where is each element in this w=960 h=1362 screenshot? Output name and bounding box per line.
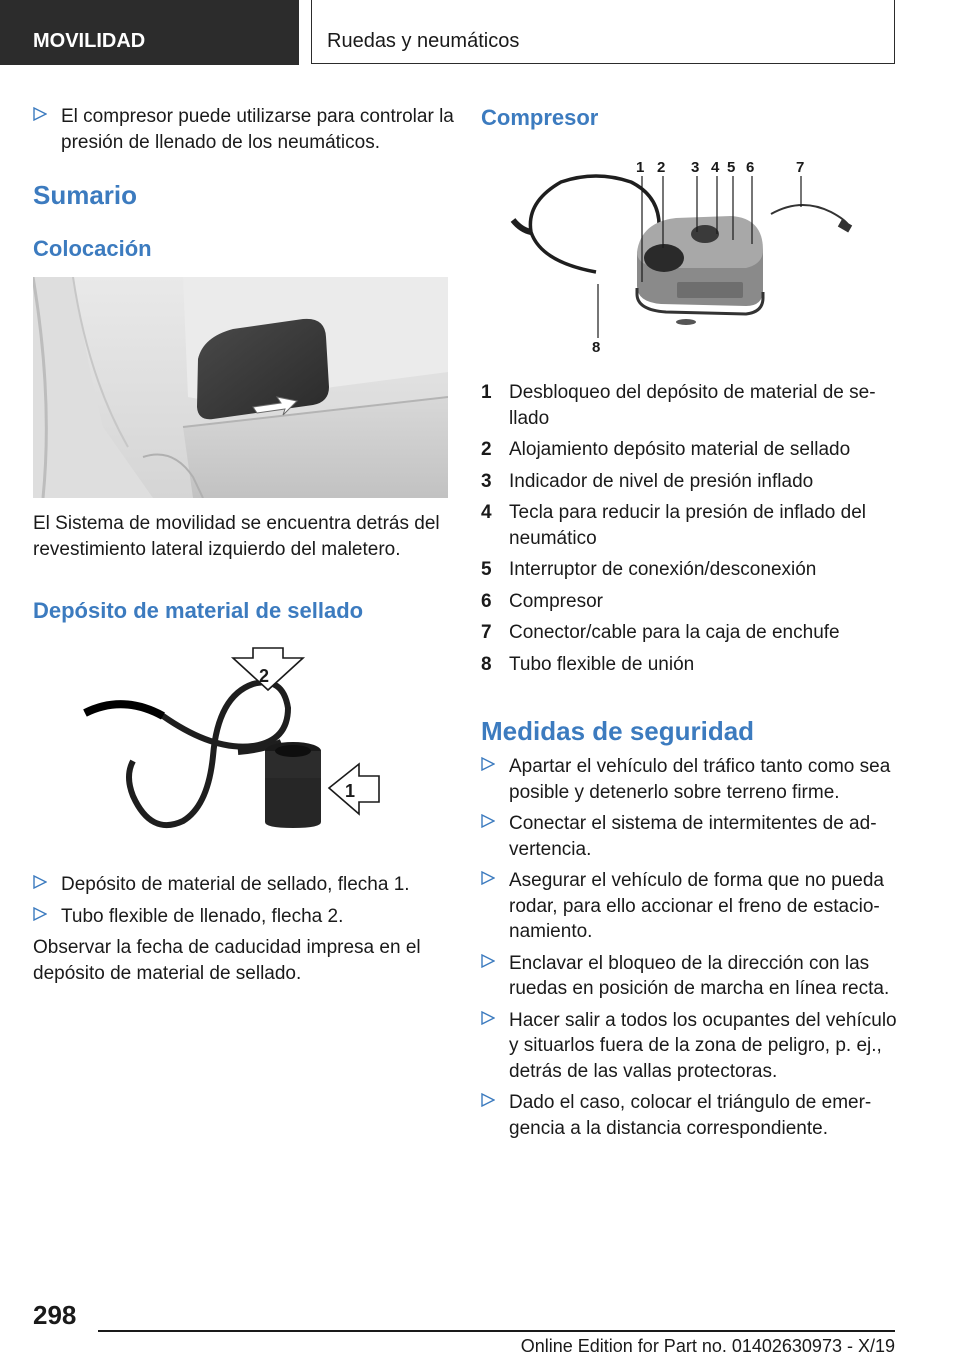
compressor-fig-label-2: 2	[657, 159, 666, 176]
legend-number: 1	[481, 382, 492, 403]
legend-text: Indicador de nivel de presión inflado	[509, 470, 814, 492]
intro-bullet-text: El compresor puede utilizarse para controlar la presión de llenado de los neumáticos.	[61, 106, 454, 153]
colocacion-text: El Sistema de movilidad se encuentra detrás del revestimiento lateral izquierdo del maletero.	[33, 513, 440, 560]
compressor-legend-list	[481, 380, 899, 683]
legend-text: Desbloqueo del depósito de material de sellado	[509, 382, 876, 429]
seguridad-bullet	[481, 1090, 899, 1141]
legend-item	[481, 500, 899, 551]
compressor-fig-label-7: 7	[796, 159, 805, 176]
triangle-bullet-icon	[33, 107, 47, 121]
page-number: 298	[33, 1300, 77, 1330]
legend-number: 5	[481, 559, 492, 580]
seguridad-bullet	[481, 951, 899, 1002]
legend-text: Conector/cable para la caja de enchufe	[509, 622, 840, 643]
legend-text: Tubo flexible de unión	[509, 653, 695, 675]
triangle-bullet-icon	[33, 875, 47, 889]
legend-number: 6	[481, 590, 492, 612]
legend-text: Tecla para reducir la presión de inflado del neumático	[509, 502, 866, 549]
seguridad-bullet-text: Asegurar el vehículo de forma que no pueda rodar, para ello accionar el freno de estacionamiento.	[509, 870, 884, 942]
seguridad-bullet-text: Conectar el sistema de intermitentes de advertencia.	[509, 813, 877, 860]
seguridad-bullet-text: Enclavar el bloqueo de la dirección con las ruedas en posición de marcha en línea recta.	[509, 952, 890, 999]
header-section-tab: MOVILIDAD	[0, 0, 299, 65]
legend-number: 3	[481, 470, 492, 492]
triangle-bullet-icon	[481, 814, 495, 828]
colocacion-heading: Colocación	[33, 236, 152, 261]
seguridad-bullet-text: Dado el caso, colocar el triángulo de emergencia a la distancia correspondiente.	[509, 1092, 872, 1139]
legend-item	[481, 652, 899, 678]
edition-note: Online Edition for Part no. 01402630973 - X/19	[520, 1336, 895, 1356]
triangle-bullet-icon	[481, 871, 495, 885]
compressor-fig-label-4: 4	[711, 159, 720, 176]
triangle-bullet-icon	[481, 1093, 495, 1107]
compresor-heading: Compresor	[481, 105, 599, 130]
seguridad-bullet	[481, 868, 899, 945]
legend-item	[481, 437, 899, 463]
sellado-note: Observar la fecha de caducidad impresa en el depósito de material de sellado.	[33, 937, 421, 984]
seguridad-bullet	[481, 811, 899, 862]
compressor-figure	[501, 152, 891, 362]
trunk-location-photo	[33, 277, 448, 498]
sellado-bullet-text: Depósito de material de sellado, flecha 1.	[61, 874, 410, 895]
sellado-bullet-text: Tubo flexible de llenado, flecha 2.	[61, 906, 344, 927]
legend-text: Interruptor de conexión/desconexión	[509, 559, 817, 580]
legend-number: 8	[481, 653, 492, 675]
sellado-bullet	[33, 872, 476, 898]
intro-bullet	[33, 104, 476, 155]
seguridad-bullet-text: Hacer salir a todos los ocupantes del vehículo y situarlos fuera de la zona de peligro, p. ej., detrás de las vallas protectoras.	[509, 1009, 897, 1082]
seguridad-bullet	[481, 754, 899, 805]
seguridad-bullet	[481, 1008, 899, 1085]
seguridad-bullet-text: Apartar el vehículo del tráfico tanto como sea posible y detenerlo sobre terreno firme.	[509, 756, 891, 803]
seguridad-list	[481, 754, 899, 1147]
legend-item	[481, 469, 899, 495]
legend-text: Alojamiento depósito material de sellado	[509, 439, 851, 460]
triangle-bullet-icon	[481, 1011, 495, 1025]
legend-item	[481, 620, 899, 646]
legend-text: Compresor	[509, 590, 603, 612]
compressor-fig-label-8: 8	[592, 339, 601, 356]
compressor-fig-label-3: 3	[691, 159, 700, 176]
triangle-bullet-icon	[481, 954, 495, 968]
sellado-bullet	[33, 904, 476, 930]
footer-rule	[98, 1330, 895, 1332]
sellado-heading: Depósito de material de sellado	[33, 598, 364, 623]
legend-number: 2	[481, 439, 492, 460]
seguridad-heading: Medidas de seguridad	[481, 716, 755, 746]
compressor-fig-label-6: 6	[746, 159, 755, 176]
legend-item	[481, 589, 899, 615]
legend-item	[481, 380, 899, 431]
sealant-fig-label-1: 1	[345, 781, 356, 801]
legend-item	[481, 557, 899, 583]
triangle-bullet-icon	[481, 757, 495, 771]
sumario-heading: Sumario	[33, 180, 138, 210]
triangle-bullet-icon	[33, 907, 47, 921]
sealant-fig-label-2: 2	[259, 666, 270, 686]
legend-number: 7	[481, 622, 492, 643]
compressor-fig-label-5: 5	[727, 159, 736, 176]
header-chapter-title: Ruedas y neumáticos	[311, 0, 895, 64]
legend-number: 4	[481, 502, 492, 523]
compressor-fig-label-1: 1	[636, 159, 645, 176]
sealant-container-figure	[33, 646, 448, 856]
